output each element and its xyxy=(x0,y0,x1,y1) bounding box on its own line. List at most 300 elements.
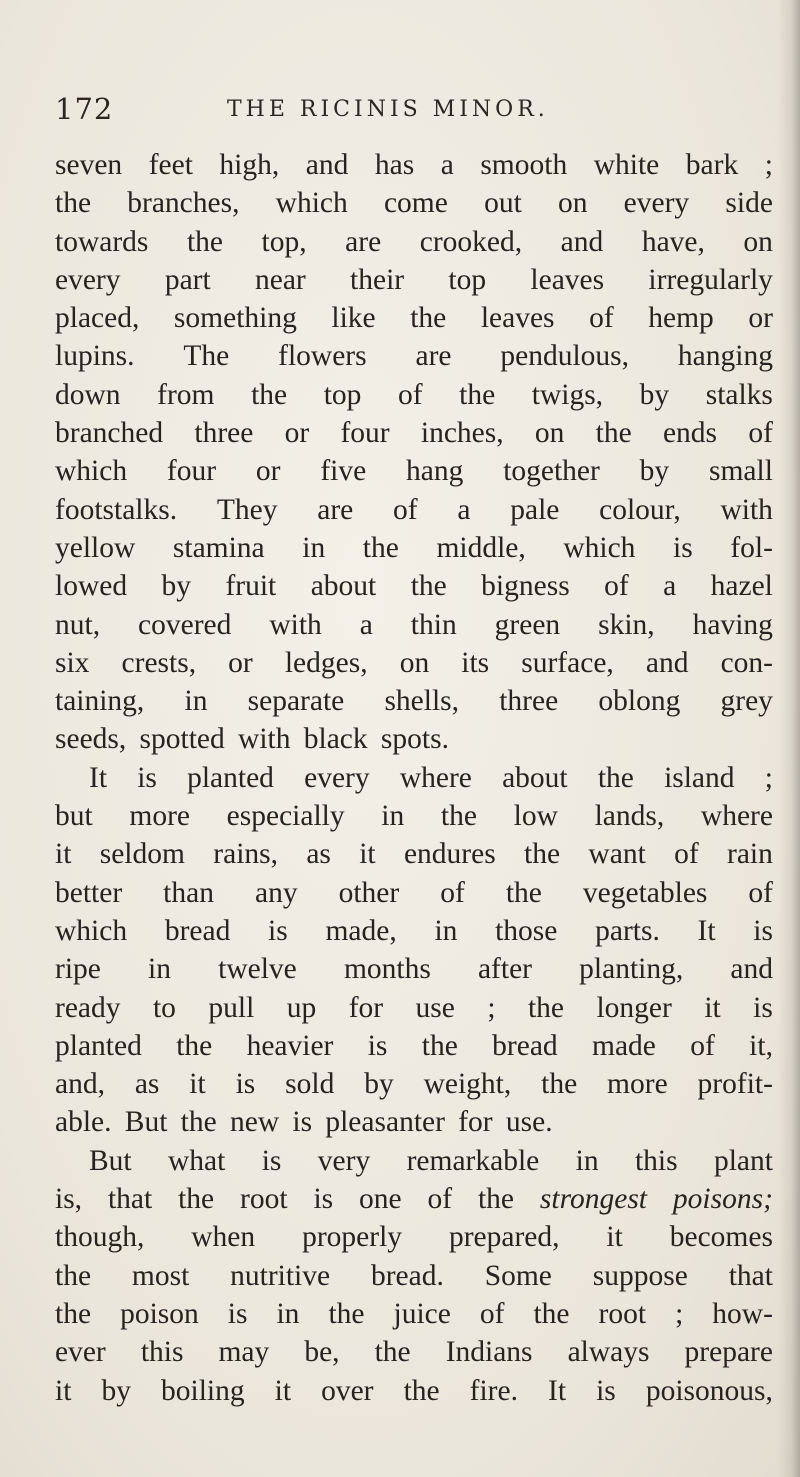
word: the xyxy=(410,570,447,603)
word: boiling xyxy=(161,1374,245,1407)
word: want xyxy=(588,838,646,871)
word: is xyxy=(753,914,773,947)
word: the xyxy=(362,531,399,564)
word: feet xyxy=(148,149,193,181)
word: how- xyxy=(712,1297,773,1330)
word: branches, xyxy=(127,187,240,220)
text-line xyxy=(55,720,773,758)
word: up xyxy=(286,991,317,1024)
word: three xyxy=(499,685,559,718)
word: poisons; xyxy=(672,1183,773,1216)
word: it, xyxy=(749,1029,773,1062)
word: in xyxy=(381,800,405,833)
word: having xyxy=(692,608,773,641)
text-line xyxy=(55,989,773,1027)
word: down xyxy=(55,378,121,411)
word: is xyxy=(673,531,693,564)
word: four xyxy=(166,455,217,488)
word: heavier xyxy=(246,1029,334,1062)
text-line xyxy=(55,452,773,490)
word: are xyxy=(345,225,382,258)
word: is xyxy=(235,1068,256,1101)
word: have, xyxy=(641,225,705,258)
word: of xyxy=(674,838,699,871)
word: taining, xyxy=(55,685,145,718)
word: is, xyxy=(55,1183,83,1216)
word: lowed xyxy=(55,570,128,603)
word: plant xyxy=(713,1144,773,1177)
word: of xyxy=(427,1183,453,1216)
text-line xyxy=(55,912,773,950)
word: hemp xyxy=(648,302,714,335)
word: is xyxy=(261,1144,282,1177)
word: towards xyxy=(55,225,149,258)
word: pleasanter xyxy=(325,1106,445,1139)
word: about xyxy=(310,570,377,603)
word: bigness xyxy=(481,570,570,603)
word: vegetables xyxy=(582,876,708,909)
word: separate xyxy=(247,685,345,718)
word: about xyxy=(502,761,568,794)
word: it xyxy=(189,1068,206,1101)
word: a xyxy=(457,493,471,526)
word: juice xyxy=(393,1297,451,1330)
word: it xyxy=(55,838,72,871)
word: use xyxy=(415,991,455,1024)
word: stalks xyxy=(705,378,773,411)
word: The xyxy=(183,340,230,373)
word: ready xyxy=(55,991,121,1024)
word: placed, xyxy=(55,302,140,335)
word: and xyxy=(730,953,773,986)
word: black xyxy=(303,723,368,756)
word: ends xyxy=(662,417,718,450)
word: or xyxy=(255,455,281,488)
word: seeds, xyxy=(55,723,127,756)
word: ; xyxy=(675,1297,684,1330)
word: nut, xyxy=(55,608,101,641)
word: bread xyxy=(492,1029,558,1062)
word: the xyxy=(524,838,561,871)
running-head: THE RICINIS MINOR. xyxy=(227,97,549,122)
word: the xyxy=(55,187,92,220)
word: but xyxy=(55,800,93,833)
word: poisonous, xyxy=(645,1374,773,1407)
word: con- xyxy=(720,646,773,679)
text-line xyxy=(55,1372,773,1410)
word: those xyxy=(495,914,558,947)
word: or xyxy=(284,417,310,450)
word: root xyxy=(598,1297,647,1330)
word: grey xyxy=(720,685,773,718)
word: the xyxy=(541,1068,578,1101)
word: always xyxy=(567,1336,650,1369)
word: the xyxy=(374,1336,411,1369)
word: is xyxy=(268,914,288,947)
word: with xyxy=(238,723,291,756)
word: this xyxy=(634,1144,678,1177)
word: ; xyxy=(764,149,773,181)
text-line xyxy=(55,1103,773,1141)
word: parts. xyxy=(595,914,660,947)
word: weight, xyxy=(423,1068,512,1101)
page-header xyxy=(55,92,755,132)
word: or xyxy=(228,646,253,679)
word: their xyxy=(350,263,405,296)
word: the xyxy=(55,1259,92,1292)
word: flowers xyxy=(278,340,367,373)
word: after xyxy=(477,953,532,986)
word: rain xyxy=(727,838,773,871)
word: the xyxy=(595,417,632,450)
text-line xyxy=(55,606,773,644)
word: than xyxy=(163,876,214,909)
word: together xyxy=(503,455,600,488)
word: of xyxy=(479,1297,505,1330)
word: the xyxy=(527,991,565,1024)
word: properly xyxy=(302,1221,403,1254)
word: spotted xyxy=(139,723,225,756)
word: on xyxy=(399,646,430,679)
text-line xyxy=(55,759,773,797)
word: or xyxy=(748,302,773,335)
word: more xyxy=(607,1068,668,1101)
word: in xyxy=(276,1297,300,1330)
word: root xyxy=(240,1183,288,1216)
word: every xyxy=(623,187,690,220)
text-line xyxy=(55,491,773,529)
word: seven xyxy=(55,149,123,181)
word: the xyxy=(597,761,634,794)
word: its xyxy=(461,646,490,679)
word: of xyxy=(393,493,418,526)
word: fruit xyxy=(225,570,277,603)
word: is xyxy=(137,761,157,794)
word: use. xyxy=(505,1106,553,1139)
word: ever xyxy=(55,1336,106,1369)
text-line xyxy=(55,1065,773,1103)
word: thin xyxy=(410,608,457,641)
text-line xyxy=(55,1218,773,1256)
word: a xyxy=(359,608,373,641)
text-line xyxy=(55,874,773,912)
word: longer xyxy=(596,991,672,1024)
word: ripe xyxy=(55,953,101,986)
word: planted xyxy=(55,1029,142,1062)
word: three xyxy=(194,417,254,450)
word: is xyxy=(313,1183,334,1216)
text-line xyxy=(55,146,773,184)
word: able. xyxy=(55,1106,112,1139)
word: though, xyxy=(55,1221,145,1254)
word: six xyxy=(55,646,90,679)
word: high, xyxy=(219,149,280,181)
word: poison xyxy=(120,1297,199,1330)
word: any xyxy=(254,876,298,909)
word: bread xyxy=(164,914,231,947)
word: months xyxy=(343,953,431,986)
word: hanging xyxy=(677,340,773,373)
word: the xyxy=(403,1374,440,1407)
word: nutritive xyxy=(230,1259,331,1292)
text-line xyxy=(55,1333,773,1371)
word: from xyxy=(157,378,215,411)
text-line xyxy=(55,184,773,222)
word: oblong xyxy=(598,685,681,718)
word: of xyxy=(748,417,773,450)
word: Indians xyxy=(445,1336,533,1369)
word: fire. xyxy=(469,1374,518,1407)
text-line xyxy=(55,835,773,873)
word: skin, xyxy=(598,608,655,641)
word: lands, xyxy=(594,800,665,833)
word: becomes xyxy=(669,1221,773,1254)
word: bark xyxy=(685,149,739,181)
word: lupins. xyxy=(55,340,135,373)
word: something xyxy=(173,302,297,335)
word: side xyxy=(725,187,773,220)
word: made xyxy=(592,1029,656,1062)
word: which xyxy=(275,187,348,220)
word: is xyxy=(753,991,773,1024)
word: yellow xyxy=(55,531,136,564)
text-line xyxy=(55,1180,773,1218)
word: the xyxy=(533,1297,570,1330)
word: pendulous, xyxy=(500,340,630,373)
word: are xyxy=(317,493,354,526)
word: be, xyxy=(304,1336,340,1369)
word: of xyxy=(397,378,423,411)
word: better xyxy=(55,876,123,909)
word: the xyxy=(421,1029,458,1062)
word: strongest xyxy=(539,1183,648,1216)
word: and, xyxy=(55,1068,105,1101)
text-line xyxy=(55,376,773,414)
word: island xyxy=(664,761,735,794)
word: by xyxy=(639,378,670,411)
word: bread. xyxy=(370,1259,444,1292)
word: leaves xyxy=(480,302,555,335)
word: it xyxy=(55,1374,72,1407)
word: endures xyxy=(403,838,496,871)
word: on xyxy=(557,187,588,220)
word: twigs, xyxy=(531,378,604,411)
word: inches, xyxy=(420,417,504,450)
word: sold xyxy=(285,1068,335,1101)
word: which xyxy=(55,455,128,488)
text-line xyxy=(55,223,773,261)
word: especially xyxy=(226,800,345,833)
text-line xyxy=(55,1257,773,1295)
word: smooth xyxy=(480,149,568,181)
word: by xyxy=(161,570,192,603)
word: it xyxy=(274,1374,292,1407)
word: It xyxy=(697,914,716,947)
word: crooked, xyxy=(419,225,523,258)
word: what xyxy=(168,1144,226,1177)
text-line xyxy=(55,797,773,835)
word: are xyxy=(415,340,452,373)
word: the xyxy=(180,1106,217,1139)
word: where xyxy=(700,800,773,833)
word: footstalks. xyxy=(55,493,178,526)
word: with xyxy=(720,493,773,526)
word: which xyxy=(55,914,128,947)
word: hang xyxy=(406,455,464,488)
word: in xyxy=(575,1144,599,1177)
word: top xyxy=(448,263,487,296)
word: twelve xyxy=(218,953,297,986)
word: the xyxy=(505,876,542,909)
word: may xyxy=(218,1336,270,1369)
word: the xyxy=(410,302,447,335)
word: of xyxy=(589,302,614,335)
word: four xyxy=(340,417,390,450)
word: the xyxy=(477,1183,515,1216)
word: other xyxy=(338,876,400,909)
word: prepared, xyxy=(448,1221,560,1254)
word: is xyxy=(227,1297,248,1330)
word: every xyxy=(55,263,121,296)
word: and xyxy=(645,646,689,679)
word: on xyxy=(743,225,773,258)
word: low xyxy=(513,800,558,833)
word: fol- xyxy=(730,531,773,564)
word: white xyxy=(593,149,660,181)
word: profit- xyxy=(697,1068,773,1101)
word: leaves xyxy=(530,263,605,296)
word: where xyxy=(399,761,472,794)
word: it xyxy=(704,991,721,1024)
word: of xyxy=(690,1029,715,1062)
word: in xyxy=(184,685,208,718)
word: with xyxy=(269,608,322,641)
word: remarkable xyxy=(406,1144,540,1177)
word: this xyxy=(140,1336,184,1369)
word: in xyxy=(302,531,326,564)
word: small xyxy=(709,455,773,488)
body-text xyxy=(55,146,773,1410)
word: Some xyxy=(484,1259,552,1292)
word: on xyxy=(534,417,565,450)
word: new xyxy=(229,1106,280,1139)
word: top xyxy=(323,378,362,411)
word: planted xyxy=(187,761,274,794)
word: part xyxy=(164,263,211,296)
word: near xyxy=(254,263,306,296)
word: more xyxy=(129,800,190,833)
word: It xyxy=(548,1374,567,1407)
word: most xyxy=(131,1259,190,1292)
word: middle, xyxy=(436,531,526,564)
word: it xyxy=(359,838,376,871)
word: is xyxy=(292,1106,313,1139)
word: stamina xyxy=(172,531,265,564)
word: top, xyxy=(261,225,307,258)
word: of xyxy=(604,570,629,603)
word: the xyxy=(176,1029,213,1062)
word: They xyxy=(216,493,278,526)
word: But xyxy=(89,1144,132,1177)
word: every xyxy=(304,761,370,794)
word: which xyxy=(563,531,636,564)
word: ledges, xyxy=(284,646,368,679)
word: a xyxy=(663,570,677,603)
text-line xyxy=(55,950,773,988)
word: of xyxy=(748,876,773,909)
text-line xyxy=(55,261,773,299)
text-line xyxy=(55,1142,773,1180)
word: it xyxy=(606,1221,623,1254)
text-line xyxy=(55,1027,773,1065)
word: the xyxy=(251,378,288,411)
word: as xyxy=(306,838,331,871)
word: made, xyxy=(325,914,397,947)
word: by xyxy=(364,1068,394,1101)
word: for xyxy=(348,991,384,1024)
word: ; xyxy=(764,761,773,794)
word: that xyxy=(728,1259,773,1292)
word: when xyxy=(191,1221,256,1254)
text-line xyxy=(55,567,773,605)
word: a xyxy=(440,149,454,181)
word: rains, xyxy=(213,838,278,871)
word: and xyxy=(305,149,349,181)
text-line xyxy=(55,414,773,452)
word: like xyxy=(331,302,376,335)
word: the xyxy=(55,1297,92,1330)
word: to xyxy=(152,991,176,1024)
word: as xyxy=(134,1068,160,1101)
word: the xyxy=(328,1297,365,1330)
word: surface, xyxy=(521,646,614,679)
word: green xyxy=(494,608,561,641)
word: crests, xyxy=(121,646,197,679)
word: spots. xyxy=(380,723,449,756)
word: branched xyxy=(55,417,164,450)
word: is xyxy=(367,1029,388,1062)
word: prepare xyxy=(684,1336,773,1369)
word: seldom xyxy=(99,838,185,871)
text-line xyxy=(55,1295,773,1333)
word: planting, xyxy=(579,953,684,986)
text-line xyxy=(55,529,773,567)
word: very xyxy=(317,1144,371,1177)
word: five xyxy=(320,455,367,488)
word: irregularly xyxy=(648,263,773,296)
word: over xyxy=(321,1374,374,1407)
word: is xyxy=(596,1374,616,1407)
word: covered xyxy=(138,608,232,641)
word: in xyxy=(434,914,458,947)
text-line xyxy=(55,299,773,337)
word: It xyxy=(89,761,108,794)
word: the xyxy=(178,1183,215,1216)
word: the xyxy=(459,378,496,411)
word: the xyxy=(186,225,223,258)
word: by xyxy=(639,455,670,488)
word: hazel xyxy=(710,570,773,603)
word: has xyxy=(374,149,415,181)
word: pull xyxy=(208,991,255,1024)
word: one xyxy=(359,1183,402,1216)
word: in xyxy=(148,953,171,986)
text-line xyxy=(55,644,773,682)
word: out xyxy=(484,187,522,220)
word: ; xyxy=(487,991,496,1024)
word: that xyxy=(107,1183,153,1216)
word: and xyxy=(560,225,604,258)
